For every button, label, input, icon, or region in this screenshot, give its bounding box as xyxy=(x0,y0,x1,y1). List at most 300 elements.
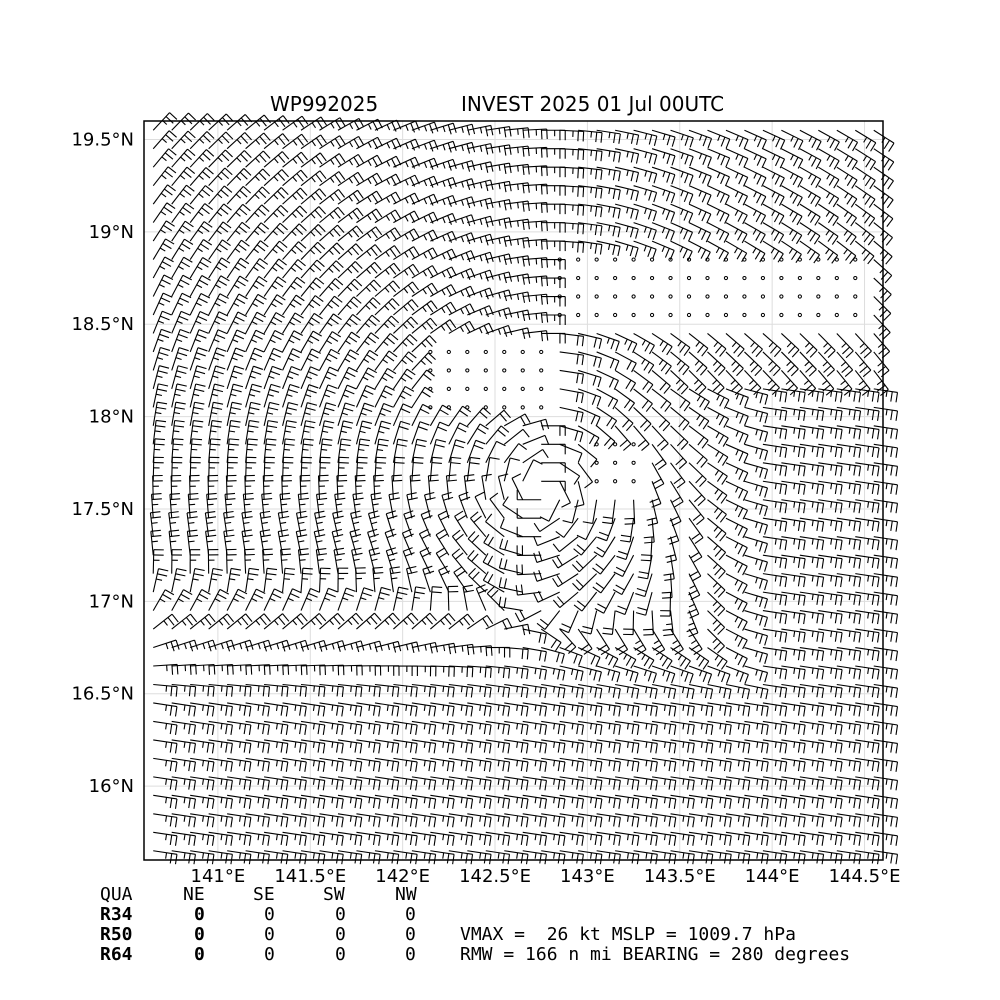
barb-feather xyxy=(619,817,620,827)
barb-feather xyxy=(454,643,456,653)
barb-feather xyxy=(392,743,393,753)
barb-feather xyxy=(780,669,781,679)
barb-feather xyxy=(812,834,813,840)
barb-feather xyxy=(484,817,485,827)
barb-feather xyxy=(822,540,823,550)
barb-feather xyxy=(196,303,201,306)
barb-feather xyxy=(563,780,564,790)
barb-feather xyxy=(644,542,654,543)
barb-feather xyxy=(443,816,444,822)
barb-feather xyxy=(718,671,720,677)
barb-feather xyxy=(630,228,633,238)
barb-feather xyxy=(239,208,247,214)
barb-feather xyxy=(798,835,799,845)
barb-shaft xyxy=(625,592,634,614)
barb-feather xyxy=(498,705,499,711)
barb-feather xyxy=(271,384,281,387)
barb-feather xyxy=(767,780,768,790)
barb-feather xyxy=(378,444,388,446)
barb-feather xyxy=(540,687,542,697)
barb-feather xyxy=(596,417,600,426)
barb-feather xyxy=(189,724,190,734)
barb-feather xyxy=(263,780,264,790)
barb-feather xyxy=(662,344,667,352)
barb-feather xyxy=(780,780,781,790)
barb-feather xyxy=(155,426,165,427)
barb-feather xyxy=(835,576,836,586)
barb-feather xyxy=(835,835,836,845)
barb-feather xyxy=(715,655,718,660)
barb-feather xyxy=(804,780,805,790)
barb-shaft xyxy=(671,389,690,403)
barb-feather xyxy=(202,208,210,214)
barb-feather xyxy=(683,797,684,803)
barb-feather xyxy=(756,596,758,602)
barb-feather xyxy=(158,569,168,571)
barb-feather xyxy=(328,588,337,592)
barb-feather xyxy=(369,760,370,766)
calm-marker xyxy=(835,276,838,279)
barb-feather xyxy=(278,617,284,625)
barb-shaft xyxy=(707,555,725,571)
barb-feather xyxy=(775,613,776,619)
barb-feather xyxy=(263,724,264,734)
barb-shaft xyxy=(800,241,820,255)
barb-feather xyxy=(706,780,707,790)
barb-feather xyxy=(244,835,245,845)
barb-feather xyxy=(878,780,879,790)
barb-feather xyxy=(794,613,795,619)
barb-feather xyxy=(430,318,436,326)
barb-feather xyxy=(601,226,602,236)
barb-feather xyxy=(342,413,348,415)
barb-feather xyxy=(351,686,352,692)
barb-feather xyxy=(461,760,462,766)
barb-feather xyxy=(272,286,277,289)
barb-feather xyxy=(739,489,743,498)
barb-feather xyxy=(891,539,892,549)
barb-feather xyxy=(416,799,417,809)
barb-feather xyxy=(355,761,356,771)
barb-feather xyxy=(896,392,897,402)
barb-feather xyxy=(775,668,776,674)
barb-feather xyxy=(835,429,836,439)
barb-feather xyxy=(212,817,213,827)
barb-feather xyxy=(369,301,376,308)
barb-feather xyxy=(508,780,509,790)
barb-shaft xyxy=(412,336,430,352)
barb-feather xyxy=(536,295,537,301)
barb-feather xyxy=(595,817,596,827)
barb-shaft xyxy=(338,261,355,278)
barb-feather xyxy=(714,642,721,649)
barb-feather xyxy=(680,247,683,252)
barb-feather xyxy=(812,853,813,859)
barb-feather xyxy=(822,817,823,827)
barb-feather xyxy=(812,668,813,674)
barb-feather xyxy=(427,286,433,294)
barb-shaft xyxy=(874,333,890,351)
barb-feather xyxy=(175,707,176,717)
barb-feather xyxy=(706,724,707,734)
barb-feather xyxy=(441,326,444,331)
barb-feather xyxy=(785,707,786,717)
barb-feather xyxy=(698,499,705,506)
barb-feather xyxy=(258,723,259,729)
barb-feather xyxy=(471,780,472,790)
barb-feather xyxy=(373,761,374,771)
barb-feather xyxy=(379,817,380,827)
barb-feather xyxy=(508,707,509,717)
barb-feather xyxy=(603,517,613,518)
barb-feather xyxy=(314,644,316,650)
barb-feather xyxy=(632,743,633,753)
barb-feather xyxy=(545,670,547,680)
barb-shaft xyxy=(356,280,373,297)
barb-feather xyxy=(461,309,464,314)
barb-feather xyxy=(841,448,842,458)
barb-feather xyxy=(677,439,684,446)
barb-feather xyxy=(303,449,309,450)
barb-feather xyxy=(168,617,174,625)
barb-feather xyxy=(878,448,879,458)
barb-feather xyxy=(453,780,454,790)
barb-shaft xyxy=(320,403,327,426)
barb-feather xyxy=(379,743,380,753)
barb-feather xyxy=(220,226,228,232)
barb-feather xyxy=(160,316,169,320)
barb-feather xyxy=(323,799,324,809)
barb-feather xyxy=(558,780,559,790)
barb-feather xyxy=(503,761,504,771)
barb-feather xyxy=(360,439,370,440)
barb-feather xyxy=(835,743,836,753)
barb-feather xyxy=(774,251,779,260)
barb-feather xyxy=(696,518,704,524)
barb-feather xyxy=(184,834,185,840)
barb-feather xyxy=(581,671,583,681)
barb-feather xyxy=(701,723,702,729)
barb-feather xyxy=(785,633,786,643)
barb-feather xyxy=(470,321,475,330)
barb-feather xyxy=(614,854,615,864)
barb-feather xyxy=(376,457,386,458)
calm-marker xyxy=(484,350,487,353)
barb-feather xyxy=(735,635,738,640)
barb-feather xyxy=(337,854,338,864)
barb-feather xyxy=(426,322,432,330)
barb-feather xyxy=(577,835,578,845)
barb-feather xyxy=(373,798,374,808)
barb-feather xyxy=(394,246,400,254)
barb-feather xyxy=(214,340,220,342)
barb-shaft xyxy=(454,572,468,592)
barb-feather xyxy=(835,503,836,513)
barb-feather xyxy=(169,512,179,513)
barb-feather xyxy=(235,366,245,369)
barb-feather xyxy=(878,596,879,606)
barb-feather xyxy=(841,503,842,513)
barb-feather xyxy=(169,517,179,518)
barb-feather xyxy=(577,854,578,864)
calm-marker xyxy=(761,295,764,298)
barb-shaft xyxy=(523,460,534,481)
barb-feather xyxy=(298,541,304,542)
barb-feather xyxy=(314,530,324,532)
barb-feather xyxy=(896,540,897,550)
barb-feather xyxy=(406,816,407,822)
barb-feather xyxy=(527,707,528,717)
barb-feather xyxy=(831,428,832,434)
barb-feather xyxy=(688,706,689,716)
barb-feather xyxy=(277,643,279,649)
barb-feather xyxy=(849,668,850,674)
barb-feather xyxy=(891,761,892,771)
barb-feather xyxy=(761,798,762,808)
calm-marker xyxy=(632,295,635,298)
barb-feather xyxy=(295,723,296,729)
barb-feather xyxy=(240,779,241,785)
barb-feather xyxy=(333,314,341,320)
barb-feather xyxy=(891,706,892,716)
barb-feather xyxy=(698,437,704,445)
barb-feather xyxy=(849,576,850,582)
barb-feather xyxy=(591,655,595,664)
barb-feather xyxy=(456,534,464,540)
barb-feather xyxy=(424,797,425,803)
barb-feather xyxy=(354,559,360,560)
calm-marker xyxy=(540,369,543,372)
barb-feather xyxy=(357,208,363,216)
barb-feather xyxy=(739,433,743,442)
barb-feather xyxy=(577,545,585,551)
barb-shaft xyxy=(407,495,412,518)
barb-feather xyxy=(628,341,632,350)
barb-feather xyxy=(319,207,326,214)
barb-feather xyxy=(572,564,579,571)
barb-feather xyxy=(822,743,823,753)
barb-feather xyxy=(288,358,293,361)
barb-feather xyxy=(535,742,536,748)
barb-feather xyxy=(348,620,352,625)
barb-feather xyxy=(166,705,167,711)
barb-feather xyxy=(745,397,749,406)
calm-marker xyxy=(632,276,635,279)
barb-feather xyxy=(629,403,635,411)
barb-shaft xyxy=(615,407,633,423)
barb-feather xyxy=(386,355,394,361)
calm-marker xyxy=(429,406,432,409)
barb-feather xyxy=(332,644,334,650)
barb-shaft xyxy=(393,404,403,426)
barb-feather xyxy=(714,624,721,631)
barb-feather xyxy=(804,392,805,402)
barb-feather xyxy=(528,624,530,634)
barb-feather xyxy=(878,466,879,476)
barb-feather xyxy=(157,574,167,576)
barb-feather xyxy=(466,706,467,716)
barb-feather xyxy=(794,797,795,803)
barb-feather xyxy=(528,256,530,266)
barb-feather xyxy=(521,417,526,426)
barb-feather xyxy=(406,797,407,803)
barb-feather xyxy=(554,687,555,693)
barb-feather xyxy=(775,576,776,582)
barb-feather xyxy=(738,687,739,693)
barb-feather xyxy=(798,798,799,808)
barb-feather xyxy=(355,854,356,864)
barb-feather xyxy=(632,798,633,808)
barb-feather xyxy=(706,706,707,716)
barb-feather xyxy=(503,327,506,336)
barb-feather xyxy=(794,779,795,785)
barb-feather xyxy=(878,559,879,569)
barb-feather xyxy=(323,836,324,846)
barb-feather xyxy=(184,797,185,803)
barb-feather xyxy=(387,834,388,840)
barb-feather xyxy=(528,219,529,229)
calm-marker xyxy=(743,276,746,279)
barb-shaft xyxy=(707,444,727,457)
barb-feather xyxy=(757,816,758,822)
barb-feather xyxy=(699,418,705,426)
barb-feather xyxy=(760,653,763,663)
barb-feather xyxy=(390,249,396,257)
barb-feather xyxy=(318,560,324,561)
barb-feather xyxy=(318,224,325,231)
barb-shaft xyxy=(578,481,584,504)
barb-feather xyxy=(849,502,850,508)
barb-feather xyxy=(706,761,707,771)
barb-feather xyxy=(467,667,468,677)
barb-feather xyxy=(868,594,869,600)
barb-feather xyxy=(761,743,762,753)
barb-feather xyxy=(397,762,398,772)
barb-feather xyxy=(765,451,768,461)
barb-shaft xyxy=(468,558,486,574)
barb-feather xyxy=(475,492,484,496)
barb-feather xyxy=(201,226,209,232)
barb-feather xyxy=(498,742,499,748)
barb-feather xyxy=(581,413,583,423)
barb-shaft xyxy=(375,351,389,370)
barb-feather xyxy=(700,399,705,407)
barb-feather xyxy=(323,413,329,415)
barb-feather xyxy=(338,207,344,215)
barb-feather xyxy=(804,466,805,476)
barb-feather xyxy=(285,568,295,569)
barb-feather xyxy=(375,262,382,270)
barb-feather xyxy=(798,466,799,476)
barb-feather xyxy=(413,264,419,272)
barb-feather xyxy=(756,614,758,620)
barb-shaft xyxy=(744,370,760,387)
barb-feather xyxy=(282,686,283,696)
barb-feather xyxy=(670,250,674,259)
barb-feather xyxy=(345,390,354,394)
barb-feather xyxy=(841,392,842,402)
barb-feather xyxy=(515,613,520,622)
calm-marker xyxy=(447,387,450,390)
barb-feather xyxy=(221,853,222,859)
storm-id-title: WP992025 xyxy=(270,92,379,116)
barb-feather xyxy=(823,362,827,366)
barb-feather xyxy=(417,439,427,441)
barb-feather xyxy=(490,799,491,809)
barb-feather xyxy=(365,372,374,377)
barb-feather xyxy=(817,429,818,439)
barb-feather xyxy=(268,408,278,410)
barb-feather xyxy=(805,362,809,366)
barb-feather xyxy=(329,336,337,341)
barb-feather xyxy=(389,617,396,624)
barb-feather xyxy=(503,668,504,678)
barb-feather xyxy=(461,236,463,242)
barb-shaft xyxy=(537,537,559,546)
barb-shaft xyxy=(264,241,279,259)
barb-feather xyxy=(404,511,413,514)
barb-feather xyxy=(183,207,191,213)
barb-shaft xyxy=(837,352,853,370)
barb-feather xyxy=(804,485,805,495)
barb-feather xyxy=(324,598,330,600)
barb-feather xyxy=(221,834,222,840)
barb-feather xyxy=(335,554,345,556)
barb-feather xyxy=(693,725,694,735)
barb-shaft xyxy=(744,518,767,525)
barb-feather xyxy=(664,797,665,803)
barb-feather xyxy=(170,523,176,524)
barb-feather xyxy=(576,561,583,568)
barb-feather xyxy=(435,643,437,653)
barb-feather xyxy=(886,650,887,656)
barb-feather xyxy=(812,797,813,803)
barb-shaft xyxy=(412,370,427,389)
barb-feather xyxy=(156,407,166,409)
barb-feather xyxy=(849,557,850,563)
barb-feather xyxy=(405,252,408,257)
barb-feather xyxy=(582,799,583,809)
barb-feather xyxy=(535,834,536,840)
barb-shaft xyxy=(597,629,610,649)
barb-feather xyxy=(157,402,167,404)
barb-feather xyxy=(582,336,583,346)
barb-feather xyxy=(389,302,396,309)
barb-feather xyxy=(831,557,832,563)
calm-marker xyxy=(743,295,746,298)
barb-feather xyxy=(798,410,799,420)
barb-feather xyxy=(780,521,781,531)
barb-feather xyxy=(849,520,850,526)
barb-feather xyxy=(835,410,836,420)
barb-feather xyxy=(822,485,823,495)
barb-feather xyxy=(288,598,293,600)
barb-feather xyxy=(347,287,351,291)
barb-shaft xyxy=(744,352,761,369)
barb-feather xyxy=(215,353,224,356)
barb-feather xyxy=(785,614,786,624)
barb-feather xyxy=(577,336,578,346)
barb-shaft xyxy=(482,476,486,500)
barb-feather xyxy=(868,256,874,264)
barb-feather xyxy=(619,707,620,717)
barb-feather xyxy=(444,645,445,651)
barb-feather xyxy=(397,836,398,846)
barb-feather xyxy=(706,817,707,827)
barb-feather xyxy=(637,836,638,846)
barb-feather xyxy=(471,743,472,753)
barb-feather xyxy=(263,686,264,696)
